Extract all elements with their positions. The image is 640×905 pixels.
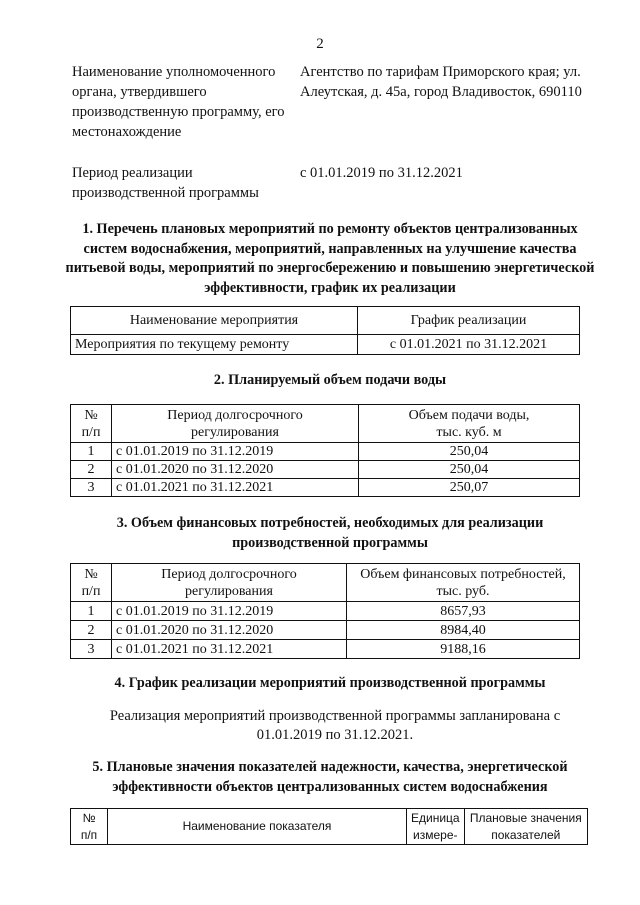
section4-title: 4. График реализации мероприятий производственной программы	[114, 675, 546, 691]
water-header-volume: Объем подачи воды, тыс. куб. м	[359, 405, 580, 443]
table-row	[71, 443, 580, 461]
water-volume-table	[70, 404, 580, 497]
water-cell-period: с 01.01.2019 по 31.12.2019	[112, 443, 359, 461]
indicators-header-number: № п/п	[71, 809, 108, 845]
indicators-header-values: Плановые значения показателей	[464, 809, 587, 845]
info-authority-value: Агентство по тарифам Приморского края; ул. Алеутская, д. 45а, город Владивосток, 690110	[300, 64, 582, 100]
water-cell-period: с 01.01.2021 по 31.12.2021	[112, 479, 359, 497]
water-cell-number: 3	[71, 479, 112, 497]
finance-cell-number: 1	[71, 602, 112, 621]
events-table	[70, 306, 580, 355]
financial-needs-table	[70, 563, 580, 659]
water-cell-period: с 01.01.2020 по 31.12.2020	[112, 461, 359, 479]
indicators-header-name: Наименование показателя	[108, 809, 407, 845]
table-row	[71, 640, 580, 659]
finance-header-amount: Объем финансовых потребностей, тыс. руб.	[347, 564, 580, 602]
finance-cell-amount: 8657,93	[347, 602, 580, 621]
table-row	[71, 479, 580, 497]
section5-title: 5. Плановые значения показателей надежности, качества, энергетической эффективности объектов централизованных систем водоснабжения	[92, 759, 568, 795]
section2-title: 2. Планируемый объем подачи воды	[213, 372, 447, 388]
finance-cell-amount: 8984,40	[347, 621, 580, 640]
page-number: 2	[316, 36, 324, 52]
table-row	[71, 621, 580, 640]
finance-header-number: № п/п	[71, 564, 112, 602]
finance-cell-period: с 01.01.2020 по 31.12.2020	[112, 621, 347, 640]
table-row	[71, 602, 580, 621]
indicators-header-unit: Единица измере-	[407, 809, 465, 845]
events-header-schedule: График реализации	[358, 307, 580, 335]
finance-header-period: Период долгосрочного регулирования	[112, 564, 347, 602]
water-cell-number: 2	[71, 461, 112, 479]
finance-cell-number: 2	[71, 621, 112, 640]
finance-cell-number: 3	[71, 640, 112, 659]
events-cell-name: Мероприятия по текущему ремонту	[71, 335, 358, 355]
events-cell-schedule: с 01.01.2021 по 31.12.2021	[358, 335, 580, 355]
water-cell-volume: 250,07	[359, 479, 580, 497]
water-header-period: Период долгосрочного регулирования	[112, 405, 359, 443]
info-authority-label: Наименование уполномоченного органа, утвердившего производственную программу, его местонахождение	[72, 64, 285, 140]
table-row	[71, 335, 580, 355]
info-period-label: Период реализации производственной программы	[72, 165, 259, 201]
section4-text: Реализация мероприятий производственной программы запланирована с 01.01.2019 по 31.12.2021.	[109, 708, 561, 743]
finance-cell-period: с 01.01.2021 по 31.12.2021	[112, 640, 347, 659]
water-cell-volume: 250,04	[359, 443, 580, 461]
water-header-number: № п/п	[71, 405, 112, 443]
table-row	[71, 461, 580, 479]
finance-cell-period: с 01.01.2019 по 31.12.2019	[112, 602, 347, 621]
info-period-value: с 01.01.2019 по 31.12.2021	[300, 165, 463, 181]
water-cell-number: 1	[71, 443, 112, 461]
indicators-table	[70, 808, 588, 845]
water-cell-volume: 250,04	[359, 461, 580, 479]
finance-cell-amount: 9188,16	[347, 640, 580, 659]
section1-title: 1. Перечень плановых мероприятий по ремонту объектов централизованных систем водоснабжения, мероприятий, направленных на улучшение качества питьевой воды, мероприятий по энергосбережению и повышению энергетической эффективности, график их реализации	[65, 221, 595, 296]
events-header-name: Наименование мероприятия	[71, 307, 358, 335]
section3-title: 3. Объем финансовых потребностей, необходимых для реализации производственной программы	[116, 515, 544, 551]
